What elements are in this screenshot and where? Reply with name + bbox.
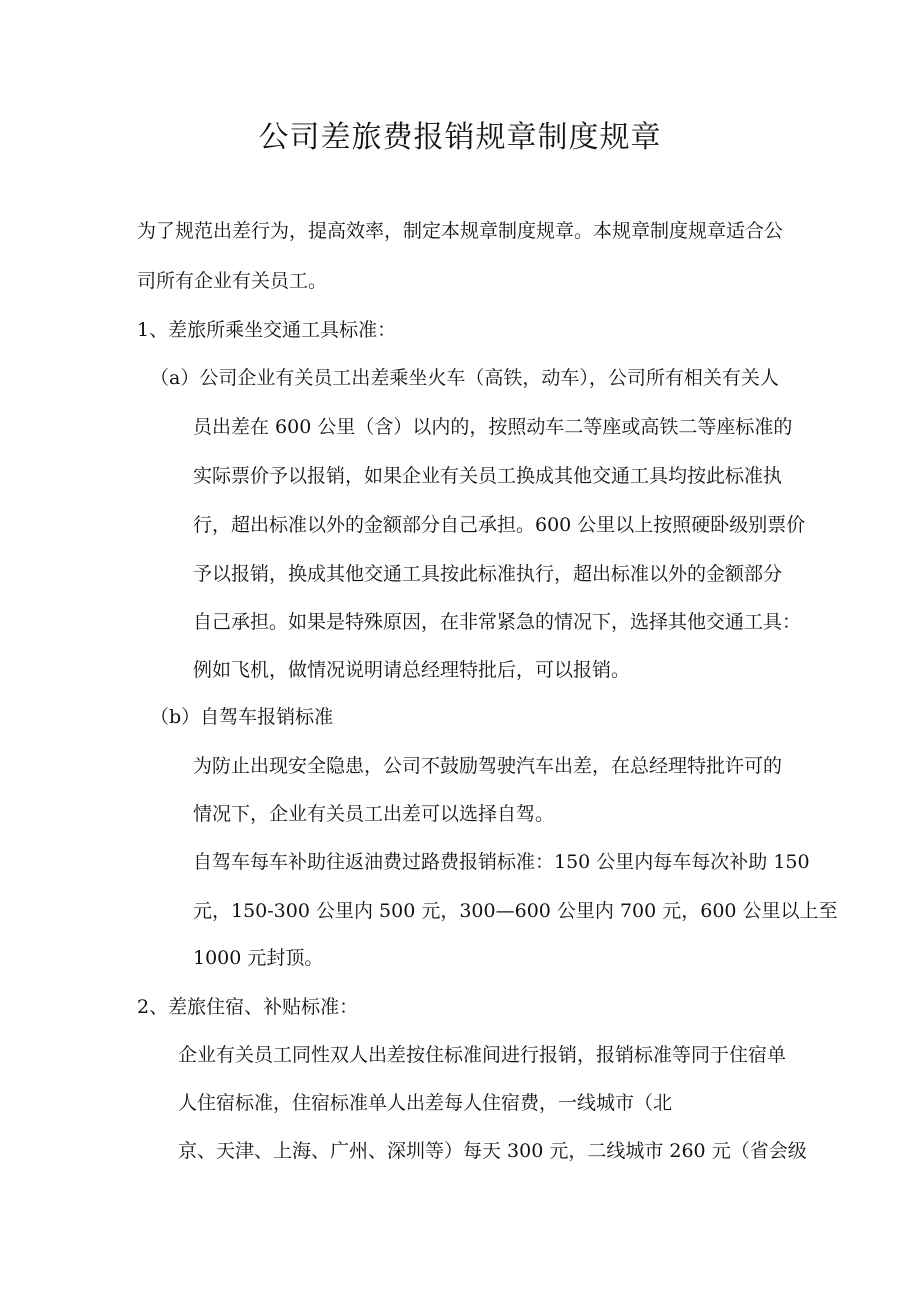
intro-line-2: 司所有企业有关员工。	[137, 270, 328, 292]
item-b-para1-line-1: 为防止出现安全隐患，公司不鼓励驾驶汽车出差，在总经理特批许可的	[193, 755, 783, 777]
item-a-line-3: 实际票价予以报销，如果企业有关员工换成其他交通工具均按此标准执	[193, 465, 783, 487]
item-a-line-6: 自己承担。如果是特殊原因，在非常紧急的情况下，选择其他交通工具：	[193, 611, 802, 633]
item-a-line-1: （a）公司企业有关员工出差乘坐火车（高铁，动车），公司所有相关有关人	[150, 367, 779, 389]
section2-heading: 2、差旅住宿、补贴标准：	[137, 996, 359, 1018]
item-b-para2-line-3: 1000 元封顶。	[193, 947, 324, 969]
intro-line-1: 为了规范出差行为，提高效率，制定本规章制度规章。本规章制度规章适合公	[137, 220, 784, 242]
item-a-line-4: 行，超出标准以外的金额部分自己承担。600 公里以上按照硬卧级别票价	[193, 514, 806, 536]
item-b-para2-line-1: 自驾车每车补助往返油费过路费报销标准：150 公里内每车每次补助 150	[193, 851, 810, 873]
item-a-line-5: 予以报销，换成其他交通工具按此标准执行，超出标准以外的金额部分	[193, 563, 783, 585]
item-b-para1-line-2: 情况下，企业有关员工出差可以选择自驾。	[193, 803, 555, 825]
document-title: 公司差旅费报销规章制度规章	[258, 120, 662, 155]
section1-heading: 1、差旅所乘坐交通工具标准：	[137, 319, 397, 341]
item-b-para2-line-2: 元，150-300 公里内 500 元，300—600 公里内 700 元，600 公里以上至	[193, 900, 838, 922]
section2-line-1: 企业有关员工同性双人出差按住标准间进行报销，报销标准等同于住宿单	[178, 1044, 787, 1066]
section2-line-2: 人住宿标准，住宿标准单人出差每人住宿费，一线城市（北	[178, 1092, 673, 1114]
item-a-line-7: 例如飞机，做情况说明请总经理特批后，可以报销。	[193, 659, 631, 681]
item-a-line-2: 员出差在 600 公里（含）以内的，按照动车二等座或高铁二等座标准的	[193, 416, 793, 438]
item-b-heading: （b）自驾车报销标准	[150, 706, 334, 728]
section2-line-3: 京、天津、上海、广州、深圳等）每天 300 元，二线城市 260 元（省会级	[178, 1140, 807, 1162]
